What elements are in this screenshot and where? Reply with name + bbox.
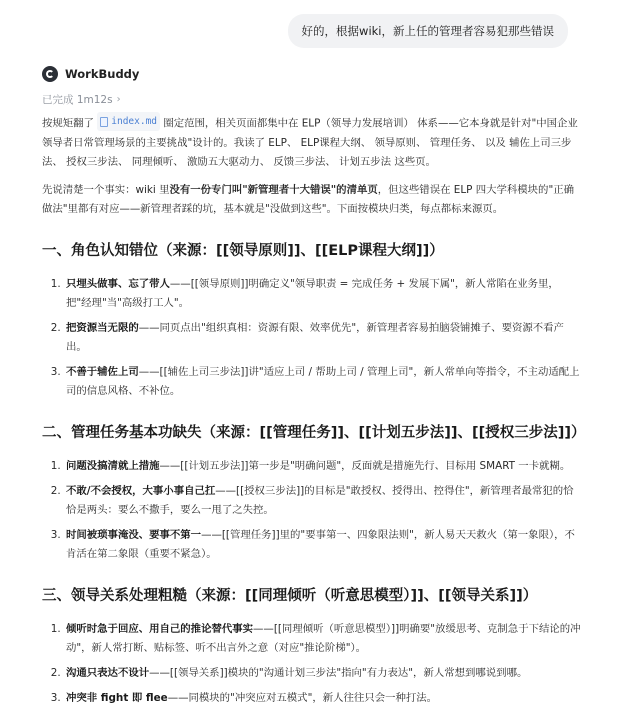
section-list (42, 275, 582, 401)
file-chip-index-md[interactable] (97, 112, 160, 131)
user-message-bubble (288, 14, 568, 48)
agent-header (42, 66, 139, 82)
intro-text: ，但这些错误在 ELP 四大学科模块的"正确做法"里都有对应——新管理者踩的坑，基本就是"没做到这些"。下面按模块归类，每点都标来源页。 (42, 183, 575, 215)
list-item (64, 275, 582, 313)
intro-text: 先说清楚一个事实：wiki 里 (42, 183, 170, 196)
section-list (42, 620, 582, 708)
list-item (64, 526, 582, 564)
intro-bold: 没有一份专门叫"新管理者十大错误"的清单页 (169, 183, 378, 196)
item-text: ——[[辅佐上司三步法]]讲"适应上司 / 帮助上司 / 管理上司"，新人常单向等指令，不主动适配上司的信息风格、不补位。 (66, 365, 580, 397)
item-text: ——同页点出"组织真相：资源有限、效率优先"，新管理者容易拍脑袋铺摊子、要资源不看产出。 (66, 321, 564, 353)
chevron-right-icon[interactable]: › (116, 94, 121, 105)
intro-text: 圈定范围，相关页面都集中在 ELP（领导力发展培训） 体系——它本身就是针对"中国企业领导者日常管理场景的主要挑战"设计的。我读了 ELP、 ELP课程大纲、 领导原则、 管理任务、 以及 辅佐上司三步法、 授权三步法、 同理倾听、 激励五大驱动力、 反馈三步法、 计划五步法 这些页。 (42, 117, 578, 168)
section-heading: 二、管理任务基本功缺失（来源：[[管理任务]]、[[计划五步法]]、[[授权三步法]]） (42, 424, 586, 441)
item-bold: 时间被琐事淹没、要事不第一 (66, 528, 202, 541)
list-item (64, 664, 582, 683)
agent-name: WorkBuddy (65, 67, 140, 81)
workbuddy-logo-icon (42, 66, 58, 82)
item-bold: 不善于辅佐上司 (66, 365, 139, 378)
agent-response (42, 112, 586, 714)
section-heading: 三、领导关系处理粗糙（来源：[[同理倾听（听意思模型）]]、[[领导关系]]） (42, 587, 538, 604)
item-bold: 问题没搞清就上措施 (66, 459, 160, 472)
item-bold: 倾听时急于回应、用自己的推论替代事实 (66, 622, 254, 635)
item-text: ——[[领导原则]]明确定义"领导职责 = 完成任务 + 发展下属"，新人常陷在业务里，把"经理"当"高级打工人"。 (66, 277, 559, 309)
item-text: ——[[同理倾听（听意思模型）]]明确要"放缓思考、克制急于下结论的冲动"，新人常打断、贴标签、听不出言外之意（对应"推论阶梯"）。 (66, 622, 581, 654)
file-icon (100, 117, 108, 127)
item-text: ——[[管理任务]]里的"要事第一、四象限法则"，新人易天天救火（第一象限），不肯活在第二象限（重要不紧急）。 (66, 528, 575, 560)
intro-paragraph-1 (42, 112, 582, 172)
file-chip-label: index.md (111, 116, 158, 127)
list-item (64, 457, 582, 476)
item-text: ——同模块的"冲突应对五模式"，新人往往只会一种打法。 (167, 691, 438, 704)
list-item (64, 363, 582, 401)
item-bold: 沟通只表达不设计 (66, 666, 150, 679)
item-text: ——[[计划五步法]]第一步是"明确问题"，反面就是措施先行、目标用 SMART 一卡就糊。 (159, 459, 571, 472)
intro-text: 按规矩翻了 (42, 117, 94, 130)
completion-status-text: 已完成 1m12s (42, 94, 113, 106)
completion-status[interactable] (42, 92, 121, 107)
item-bold: 把资源当无限的 (66, 321, 139, 334)
list-item (64, 482, 582, 520)
user-message-text: 好的，根据wiki，新上任的管理者容易犯那些错误 (301, 24, 554, 38)
item-text: ——[[授权三步法]]的目标是"敢授权、授得出、控得住"，新管理者最常犯的恰恰是两头：要么不撒手，要么一甩了之失控。 (66, 484, 574, 516)
item-bold: 只埋头做事、忘了带人 (66, 277, 170, 290)
section-heading: 一、角色认知错位（来源：[[领导原则]]、[[ELP课程大纲]]） (42, 242, 444, 259)
item-bold: 不敢/不会授权，大事小事自己扛 (66, 484, 216, 497)
list-item (64, 319, 582, 357)
item-text: ——[[领导关系]]模块的"沟通计划三步法"指向"有力表达"，新人常想到哪说到哪。 (149, 666, 528, 679)
list-item (64, 620, 582, 658)
item-bold: 冲突非 fight 即 flee (66, 691, 168, 704)
list-item (64, 689, 582, 708)
intro-paragraph-2 (42, 181, 582, 219)
section-list (42, 457, 582, 564)
